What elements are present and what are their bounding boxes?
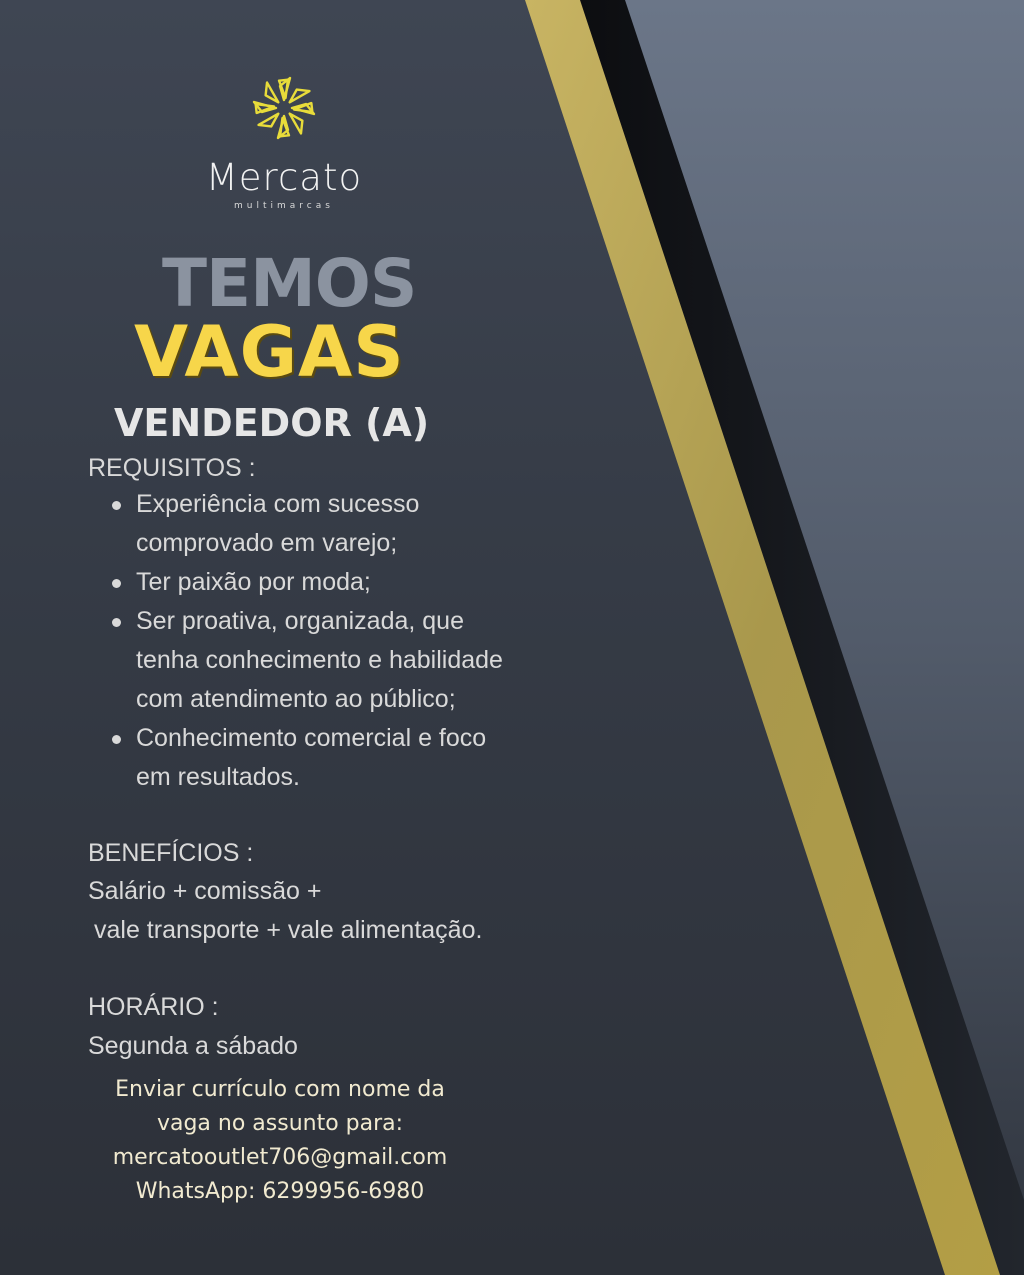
requirement-item: Ser proativa, organizada, que tenha conhecimento e habilidade com atendimento ao público; — [110, 602, 550, 719]
mercato-logo-icon — [250, 74, 318, 142]
contact-block — [90, 1073, 470, 1209]
requirements-label: REQUISITOS : — [88, 454, 256, 482]
contact-instructions-1: Enviar currículo com nome da — [115, 1077, 445, 1102]
schedule-label: HORÁRIO : — [88, 993, 219, 1021]
requirements-list — [110, 485, 550, 797]
job-role-title: VENDEDOR (A) — [114, 401, 430, 445]
benefits-line-2: vale transporte + vale alimentação. — [94, 916, 483, 944]
contact-email: mercatooutlet706@gmail.com — [112, 1145, 448, 1170]
requirement-item: Ter paixão por moda; — [110, 563, 550, 602]
headline-temos: TEMOS — [162, 245, 417, 322]
contact-whatsapp: WhatsApp: 6299956-6980 — [135, 1179, 425, 1204]
contact-instructions-2: vaga no assunto para: — [156, 1111, 404, 1136]
benefits-line-1: Salário + comissão + — [88, 877, 322, 905]
benefits-label: BENEFÍCIOS : — [88, 839, 254, 867]
brand-tagline: multimarcas — [234, 201, 334, 211]
headline-vagas: VAGAS — [134, 311, 405, 393]
schedule-value: Segunda a sábado — [88, 1032, 298, 1060]
brand-name: Mercato — [205, 156, 363, 199]
requirement-item: Conhecimento comercial e foco em resultados. — [110, 719, 550, 797]
requirement-item: Experiência com sucesso comprovado em varejo; — [110, 485, 550, 563]
